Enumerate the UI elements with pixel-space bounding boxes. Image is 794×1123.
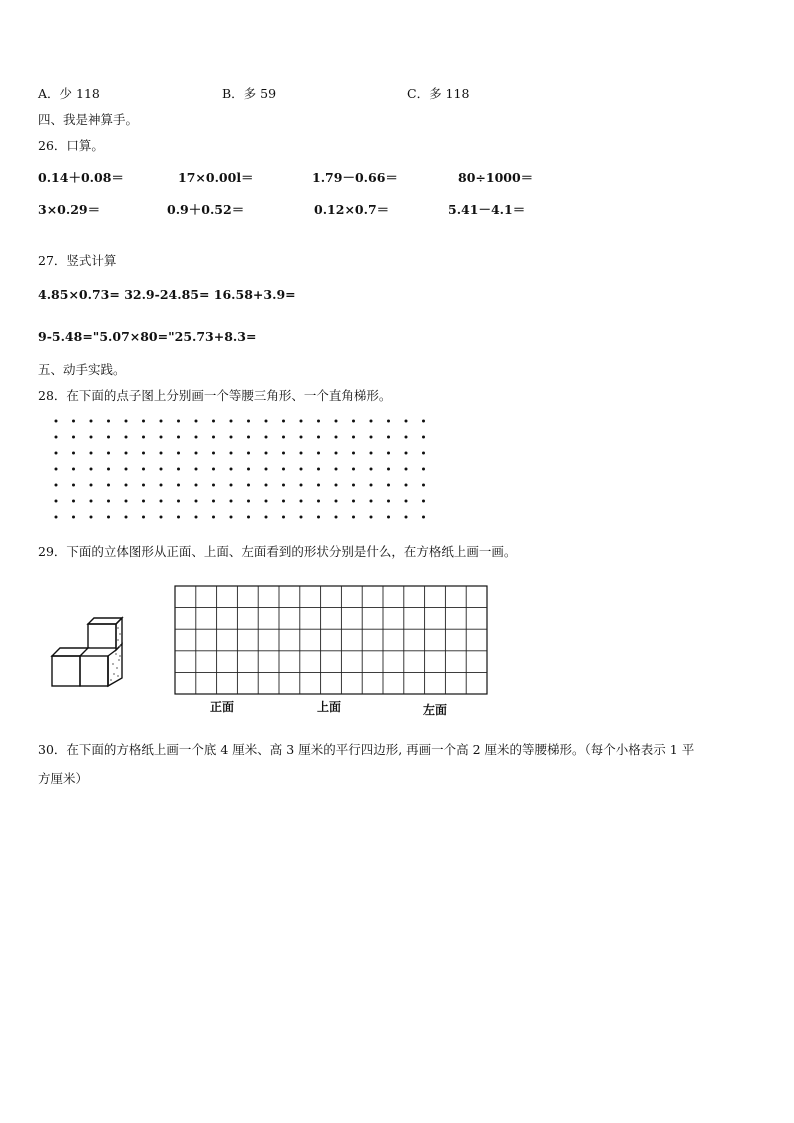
section-4-heading: 四、我是神算手。: [38, 112, 139, 127]
grid-dot: [230, 500, 233, 503]
grid-dot: [247, 516, 250, 519]
left-view-label: 左面: [423, 703, 448, 717]
q29-title: 29．下面的立体图形从正面、上面、左面看到的形状分别是什么，在方格纸上画一画。: [38, 544, 517, 559]
grid-dot: [90, 500, 93, 503]
grid-dot: [72, 420, 75, 423]
grid-dot: [422, 468, 425, 471]
grid-dot: [125, 468, 128, 471]
grid-dot: [352, 484, 355, 487]
grid-dot: [142, 484, 145, 487]
grid-dot: [352, 452, 355, 455]
grid-dot: [352, 516, 355, 519]
grid-dot: [230, 436, 233, 439]
section-5-heading: 五、动手实践。: [38, 362, 126, 377]
grid-dot: [422, 484, 425, 487]
grid-dot: [142, 468, 145, 471]
grid-dot: [142, 500, 145, 503]
grid-dot: [195, 484, 198, 487]
grid-dot: [125, 436, 128, 439]
grid-dot: [212, 452, 215, 455]
grid-dot: [72, 468, 75, 471]
grid-dot: [125, 420, 128, 423]
grid-dot: [125, 500, 128, 503]
grid-dot: [247, 484, 250, 487]
q26-item: 0.14＋0.08＝: [38, 170, 124, 185]
grid-dot: [195, 468, 198, 471]
grid-dot: [265, 452, 268, 455]
grid-dot: [72, 436, 75, 439]
grid-dot: [107, 516, 110, 519]
grid-dot: [230, 484, 233, 487]
grid-dot: [387, 500, 390, 503]
grid-dot: [422, 436, 425, 439]
grid-dot: [335, 452, 338, 455]
grid-dot: [370, 516, 373, 519]
grid-dot: [247, 452, 250, 455]
dot-grid: [50, 415, 450, 525]
grid-dot: [265, 420, 268, 423]
grid-dot: [405, 484, 408, 487]
grid-dot: [335, 468, 338, 471]
grid-dot: [405, 420, 408, 423]
grid-dot: [265, 436, 268, 439]
q26-item: 80÷1000＝: [458, 170, 534, 185]
grid-dot: [107, 436, 110, 439]
grid-dot: [90, 484, 93, 487]
grid-dot: [90, 516, 93, 519]
grid-dot: [387, 436, 390, 439]
grid-dot: [282, 436, 285, 439]
grid-dot: [282, 516, 285, 519]
grid-dot: [422, 500, 425, 503]
grid-dot: [387, 420, 390, 423]
grid-dot: [422, 452, 425, 455]
grid-dot: [317, 420, 320, 423]
grid-dot: [387, 516, 390, 519]
grid-dot: [90, 436, 93, 439]
grid-dot: [387, 484, 390, 487]
grid-dot: [300, 516, 303, 519]
grid-dot: [317, 484, 320, 487]
grid-dot: [125, 516, 128, 519]
grid-dot: [212, 484, 215, 487]
option-b: B．多 59: [222, 86, 277, 101]
grid-dot: [72, 500, 75, 503]
grid-dot: [265, 468, 268, 471]
grid-dot: [300, 500, 303, 503]
grid-dot: [160, 452, 163, 455]
option-a: A．少 118: [38, 86, 100, 101]
grid-dot: [212, 436, 215, 439]
grid-dot: [177, 452, 180, 455]
grid-dot: [160, 420, 163, 423]
q26-item: 0.12×0.7＝: [314, 202, 390, 217]
grid-dot: [282, 484, 285, 487]
grid-dot: [90, 468, 93, 471]
grid-dot: [107, 452, 110, 455]
grid-dot: [422, 420, 425, 423]
q26-item: 3×0.29＝: [38, 202, 101, 217]
grid-dot: [160, 500, 163, 503]
grid-dot: [387, 468, 390, 471]
grid-dot: [335, 420, 338, 423]
grid-dot: [230, 516, 233, 519]
grid-dot: [72, 452, 75, 455]
grid-dot: [265, 484, 268, 487]
grid-dot: [405, 500, 408, 503]
grid-dot: [370, 452, 373, 455]
grid-dot: [405, 516, 408, 519]
grid-dot: [265, 500, 268, 503]
grid-dot: [247, 420, 250, 423]
q26-item: 1.79－0.66＝: [312, 170, 398, 185]
grid-dot: [72, 516, 75, 519]
grid-dot: [405, 452, 408, 455]
grid-dot: [142, 452, 145, 455]
q26-item: 17×0.00l＝: [178, 170, 254, 185]
grid-dot: [55, 420, 58, 423]
grid-dot: [212, 500, 215, 503]
grid-dot: [90, 420, 93, 423]
grid-dot: [177, 516, 180, 519]
grid-dot: [160, 516, 163, 519]
grid-dot: [55, 436, 58, 439]
grid-dot: [317, 452, 320, 455]
grid-dot: [177, 484, 180, 487]
grid-dot: [230, 420, 233, 423]
grid-dot: [282, 420, 285, 423]
grid-dot: [107, 420, 110, 423]
grid-dot: [335, 516, 338, 519]
grid-dot: [107, 468, 110, 471]
grid-dot: [72, 484, 75, 487]
grid-dot: [370, 436, 373, 439]
grid-dot: [230, 452, 233, 455]
grid-dot: [352, 420, 355, 423]
grid-dot: [247, 436, 250, 439]
grid-dot: [177, 500, 180, 503]
grid-dot: [282, 500, 285, 503]
grid-dot: [370, 468, 373, 471]
square-grid: [174, 585, 494, 700]
option-c: C．多 118: [407, 86, 470, 101]
grid-dot: [160, 436, 163, 439]
grid-dot: [405, 436, 408, 439]
grid-dot: [177, 468, 180, 471]
grid-dot: [160, 468, 163, 471]
grid-dot: [282, 468, 285, 471]
grid-dot: [300, 452, 303, 455]
grid-dot: [212, 420, 215, 423]
grid-dot: [247, 468, 250, 471]
grid-dot: [300, 420, 303, 423]
front-view-label: 正面: [210, 700, 235, 714]
grid-dot: [300, 436, 303, 439]
grid-dot: [125, 452, 128, 455]
grid-dot: [142, 420, 145, 423]
grid-dot: [370, 420, 373, 423]
grid-dot: [352, 436, 355, 439]
q26-item: 0.9＋0.52＝: [167, 202, 245, 217]
grid-dot: [212, 468, 215, 471]
grid-dot: [160, 484, 163, 487]
grid-dot: [317, 468, 320, 471]
grid-dot: [317, 436, 320, 439]
grid-dot: [107, 500, 110, 503]
grid-dot: [195, 436, 198, 439]
grid-dot: [55, 500, 58, 503]
grid-dot: [317, 500, 320, 503]
grid-dot: [370, 500, 373, 503]
grid-dot: [387, 452, 390, 455]
q27-title: 27．竖式计算: [38, 253, 117, 268]
grid-dot: [55, 452, 58, 455]
grid-dot: [55, 516, 58, 519]
grid-dot: [177, 436, 180, 439]
grid-dot: [282, 452, 285, 455]
q27-line-1: 4.85×0.73= 32.9-24.85= 16.58+3.9=: [38, 287, 296, 302]
grid-dot: [195, 452, 198, 455]
grid-dot: [265, 516, 268, 519]
grid-dot: [405, 468, 408, 471]
cube-stack-figure: [50, 612, 130, 692]
grid-dot: [335, 484, 338, 487]
grid-dot: [142, 516, 145, 519]
grid-dot: [317, 516, 320, 519]
q30-line-1: 30．在下面的方格纸上画一个底 4 厘米、高 3 厘米的平行四边形, 再画一个高 2 厘米的等腰梯形。（每个小格表示 1 平: [38, 742, 695, 757]
q30-line-2: 方厘米）: [38, 771, 89, 786]
grid-dot: [195, 420, 198, 423]
grid-dot: [107, 484, 110, 487]
grid-dot: [352, 500, 355, 503]
grid-dot: [90, 452, 93, 455]
grid-dot: [142, 436, 145, 439]
grid-dot: [230, 468, 233, 471]
grid-dot: [300, 468, 303, 471]
grid-dot: [335, 436, 338, 439]
grid-dot: [55, 468, 58, 471]
top-view-label: 上面: [317, 700, 342, 714]
grid-dot: [352, 468, 355, 471]
grid-dot: [247, 500, 250, 503]
grid-dot: [300, 484, 303, 487]
grid-dot: [422, 516, 425, 519]
grid-dot: [195, 500, 198, 503]
grid-dot: [55, 484, 58, 487]
q27-line-2: 9-5.48="5.07×80="25.73+8.3=: [38, 329, 257, 344]
grid-dot: [195, 516, 198, 519]
q26-title: 26．口算。: [38, 138, 104, 153]
grid-border: [175, 586, 487, 694]
grid-dot: [335, 500, 338, 503]
grid-dot: [212, 516, 215, 519]
q28-title: 28．在下面的点子图上分别画一个等腰三角形、一个直角梯形。: [38, 388, 392, 403]
q26-item: 5.41－4.1＝: [448, 202, 526, 217]
grid-dot: [177, 420, 180, 423]
grid-dot: [370, 484, 373, 487]
grid-dot: [125, 484, 128, 487]
